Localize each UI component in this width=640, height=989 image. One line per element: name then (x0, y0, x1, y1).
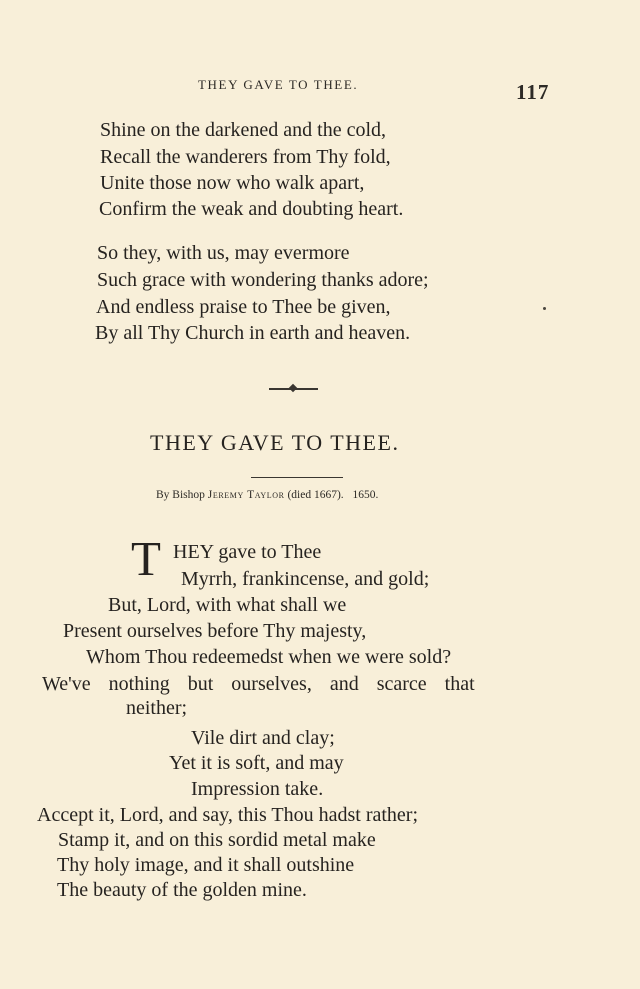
hymn-line: By all Thy Church in earth and heaven. (95, 322, 411, 344)
hymn-line: So they, with us, may evermore (97, 242, 350, 264)
poem-title: THEY GAVE TO THEE. (150, 430, 400, 455)
byline (156, 489, 378, 501)
running-head: THEY GAVE TO THEE. (198, 77, 359, 92)
hymn-line: Confirm the weak and doubting heart. (99, 198, 404, 220)
poem-line: Thy holy image, and it shall outshine (57, 854, 355, 876)
poem-line: We've nothing but ourselves, and scarce that (42, 673, 475, 695)
hymn-line: And endless praise to Thee be given, (96, 296, 391, 318)
hymn-line: Such grace with wondering thanks adore; (97, 269, 429, 291)
ornament-divider (269, 388, 318, 390)
print-speck (543, 307, 546, 310)
poem-line: Vile dirt and clay; (191, 727, 335, 749)
poem-line: Accept it, Lord, and say, this Thou hadst rather; (37, 804, 419, 826)
poem-line: Present ourselves before Thy majesty, (63, 620, 367, 642)
hymn-line: Unite those now who walk apart, (100, 172, 365, 194)
drop-cap: T (131, 531, 161, 586)
poem-line: Whom Thou redeemedst when we were sold? (86, 646, 452, 668)
byline-prefix: By Bishop (156, 489, 205, 501)
hymn-line: Recall the wanderers from Thy fold, (100, 146, 391, 168)
poem-line: Stamp it, and on this sordid metal make (58, 829, 376, 851)
poem-line: But, Lord, with what shall we (108, 594, 347, 616)
author-died: (died 1667). (287, 489, 344, 501)
poem-line: neither; (126, 697, 188, 719)
title-rule (251, 477, 343, 478)
poem-line: The beauty of the golden mine. (57, 879, 307, 901)
poem-line: Impression take. (191, 778, 324, 800)
poem-year: 1650. (352, 489, 379, 501)
poem-line: Yet it is soft, and may (169, 752, 344, 774)
poem-line: HEY gave to Thee (173, 541, 322, 563)
page-number: 117 (516, 80, 550, 104)
poem-line: Myrrh, frankincense, and gold; (181, 568, 430, 590)
author-name: Jeremy Taylor (207, 489, 285, 501)
hymn-line: Shine on the darkened and the cold, (100, 119, 387, 141)
